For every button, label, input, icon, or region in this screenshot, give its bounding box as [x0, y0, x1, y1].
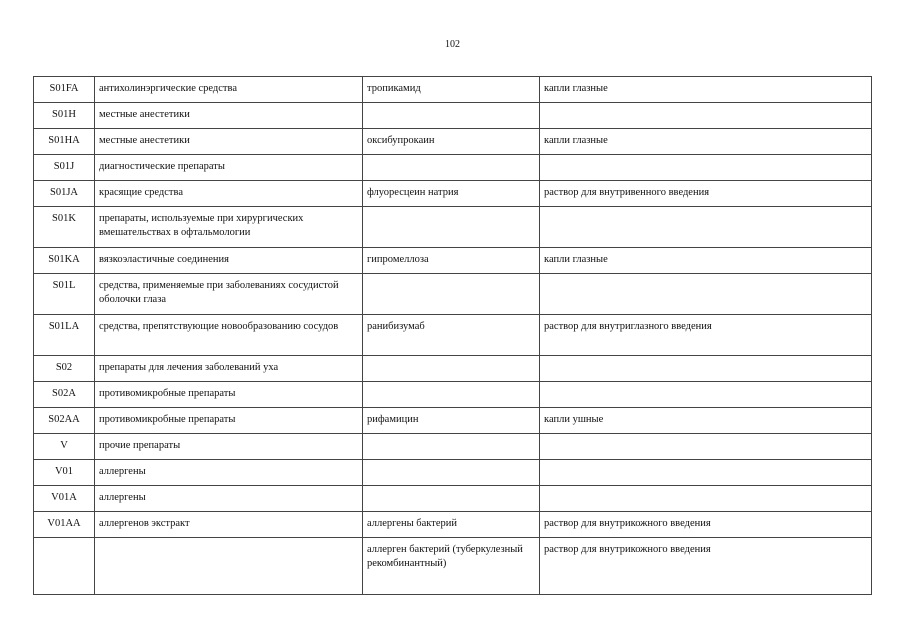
group-cell: антихолинэргические средства [95, 77, 363, 103]
drug-cell: флуоресцеин натрия [363, 181, 540, 207]
drug-cell: аллерген бактерий (туберкулезный рекомбинантный) [363, 538, 540, 595]
table-row [34, 408, 872, 434]
drug-cell: тропикамид [363, 77, 540, 103]
table-row [34, 486, 872, 512]
dosage-form-cell: капли глазные [540, 129, 872, 155]
dosage-form-cell [540, 207, 872, 248]
table-row [34, 460, 872, 486]
drug-cell [363, 207, 540, 248]
dosage-form-cell [540, 155, 872, 181]
drug-cell [363, 274, 540, 315]
table-row [34, 512, 872, 538]
dosage-form-cell [540, 274, 872, 315]
atc-code-cell: S01K [34, 207, 95, 248]
group-cell [95, 538, 363, 595]
atc-code-cell: V01AA [34, 512, 95, 538]
dosage-form-cell: раствор для внутриглазного введения [540, 315, 872, 356]
page-number: 102 [445, 39, 460, 50]
table-row [34, 382, 872, 408]
drug-cell [363, 103, 540, 129]
drug-table [33, 76, 872, 595]
dosage-form-cell: раствор для внутрикожного введения [540, 538, 872, 595]
group-cell: аллергены [95, 460, 363, 486]
group-cell: диагностические препараты [95, 155, 363, 181]
atc-code-cell: S01JA [34, 181, 95, 207]
group-cell: препараты для лечения заболеваний уха [95, 356, 363, 382]
dosage-form-cell: капли глазные [540, 77, 872, 103]
atc-code-cell: S01HA [34, 129, 95, 155]
table-row [34, 155, 872, 181]
atc-code-cell: V [34, 434, 95, 460]
drug-cell [363, 356, 540, 382]
dosage-form-cell [540, 486, 872, 512]
group-cell: противомикробные препараты [95, 382, 363, 408]
atc-code-cell: V01A [34, 486, 95, 512]
table-row [34, 274, 872, 315]
drug-cell [363, 155, 540, 181]
dosage-form-cell [540, 382, 872, 408]
group-cell: аллергенов экстракт [95, 512, 363, 538]
atc-code-cell: S01H [34, 103, 95, 129]
group-cell: аллергены [95, 486, 363, 512]
atc-code-cell: S01KA [34, 248, 95, 274]
drug-cell: оксибупрокаин [363, 129, 540, 155]
drug-cell [363, 486, 540, 512]
table-row [34, 538, 872, 595]
dosage-form-cell [540, 434, 872, 460]
drug-cell: ранибизумаб [363, 315, 540, 356]
atc-code-cell: V01 [34, 460, 95, 486]
table-row [34, 129, 872, 155]
atc-code-cell: S01LA [34, 315, 95, 356]
drug-cell [363, 382, 540, 408]
atc-code-cell: S01L [34, 274, 95, 315]
atc-code-cell [34, 538, 95, 595]
group-cell: средства, препятствующие новообразованию сосудов [95, 315, 363, 356]
dosage-form-cell: раствор для внутривенного введения [540, 181, 872, 207]
table-row [34, 181, 872, 207]
dosage-form-cell: капли глазные [540, 248, 872, 274]
table-row [34, 103, 872, 129]
dosage-form-cell: капли ушные [540, 408, 872, 434]
dosage-form-cell [540, 103, 872, 129]
table-row [34, 434, 872, 460]
atc-code-cell: S02 [34, 356, 95, 382]
table-row [34, 77, 872, 103]
dosage-form-cell [540, 460, 872, 486]
drug-cell: гипромеллоза [363, 248, 540, 274]
table-row [34, 248, 872, 274]
table-row [34, 356, 872, 382]
group-cell: местные анестетики [95, 103, 363, 129]
drug-cell [363, 434, 540, 460]
drug-cell: рифамицин [363, 408, 540, 434]
atc-code-cell: S02AA [34, 408, 95, 434]
table-row [34, 315, 872, 356]
table-row [34, 207, 872, 248]
atc-code-cell: S01FA [34, 77, 95, 103]
group-cell: препараты, используемые при хирургических вмешательствах в офтальмологии [95, 207, 363, 248]
dosage-form-cell [540, 356, 872, 382]
group-cell: средства, применяемые при заболеваниях сосудистой оболочки глаза [95, 274, 363, 315]
group-cell: вязкоэластичные соединения [95, 248, 363, 274]
atc-code-cell: S02A [34, 382, 95, 408]
group-cell: местные анестетики [95, 129, 363, 155]
drug-cell [363, 460, 540, 486]
atc-code-cell: S01J [34, 155, 95, 181]
group-cell: прочие препараты [95, 434, 363, 460]
dosage-form-cell: раствор для внутрикожного введения [540, 512, 872, 538]
drug-cell: аллергены бактерий [363, 512, 540, 538]
group-cell: красящие средства [95, 181, 363, 207]
group-cell: противомикробные препараты [95, 408, 363, 434]
